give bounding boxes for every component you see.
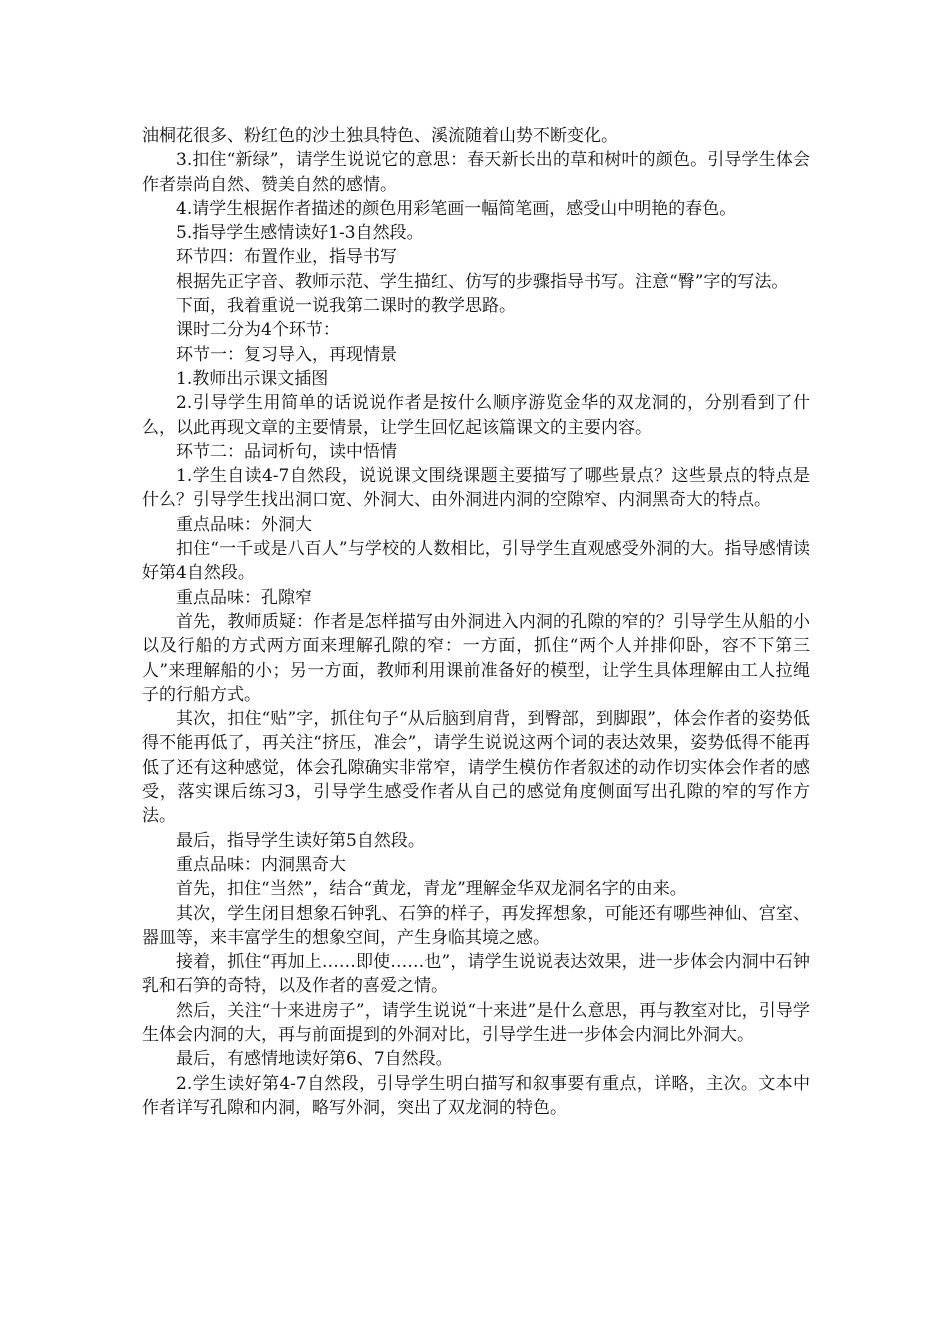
paragraph-step-5: 5.指导学生感情读好1-3自然段。	[176, 223, 424, 244]
paragraph-summary: 2.学生读好第4-7自然段，引导学生明白描写和叙事要有重点，详略，主次。文本中作者详写孔隙和内洞，略写外洞，突出了双龙洞的特色。	[142, 1073, 810, 1118]
paragraph-inner-then: 然后，关注“十来进房子”，请学生说说“十来进”是什么意思，再与教室对比，引导学生体会内洞的大，再与前面提到的外洞对比，引导学生进一步体会内洞比外洞大。	[142, 1000, 810, 1045]
paragraph-gap-last: 最后，指导学生读好第5自然段。	[176, 830, 425, 851]
paragraph-writing-guide: 根据先正字音、教师示范、学生描红、仿写的步骤指导书写。注意“臀”字的写法。	[176, 271, 789, 292]
paragraph-inner-first: 首先，扣住“当然”，结合“黄龙，青龙”理解金华双龙洞名字的由来。	[176, 879, 687, 900]
paragraph-inner-second: 其次，学生闭目想象石钟乳、石笋的样子，再发挥想象，可能还有哪些神仙、宫室、器皿等，来丰富学生的想象空间，产生身临其境之感。	[142, 903, 810, 948]
paragraph-intro-lesson-2: 下面，我着重说一说我第二课时的教学思路。	[176, 296, 516, 317]
paragraph-step-4: 4.请学生根据作者描述的颜色用彩笔画一幅简笔画，感受山中明艳的春色。	[176, 198, 737, 219]
focus-heading-outer-cave: 重点品味：外洞大	[176, 514, 312, 535]
document-body	[142, 124, 810, 1120]
paragraph-continuation: 油桐花很多、粉红色的沙土独具特色、溪流随着山势不断变化。	[142, 126, 618, 146]
section-heading-2: 环节二：品词析句，读中悟情	[176, 441, 397, 462]
section-heading-1: 环节一：复习导入，再现情景	[176, 344, 397, 365]
paragraph-gap-first: 首先，教师质疑：作者是怎样描写由外洞进入内洞的孔隙的窄的？引导学生从船的小以及行船的方式两方面来理解孔隙的窄：一方面，抓住“两个人并排仰卧，容不下第三人”来理解船的小；另一方面，教师利用课前准备好的模型，让学生具体理解由工人拉绳子的行船方式。	[142, 611, 810, 705]
paragraph-outer-cave: 扣住“一千或是八百人”与学校的人数相比，引导学生直观感受外洞的大。指导感情读好第4自然段。	[142, 539, 810, 584]
section-heading-4: 环节四：布置作业，指导书写	[176, 247, 397, 268]
paragraph-self-reading: 1.学生自读4-7自然段，说说课文围绕课题主要描写了哪些景点？这些景点的特点是什么？引导学生找出洞口宽、外洞大、由外洞进内洞的空隙窄、内洞黑奇大的特点。	[142, 466, 810, 511]
paragraph-gap-second: 其次，扣住“贴”字，抓住句子“从后脑到肩背，到臀部，到脚跟”，体会作者的姿势低得不能再低了，再关注“挤压，准会”，请学生说说这两个词的表达效果，姿势低得不能再低了还有这种感觉，体会孔隙确实非常窄，请学生模仿作者叙述的动作切实体会作者的感受，落实课后练习3，引导学生感受作者从自己的感觉角度侧面写出孔隙的窄的写作方法。	[142, 709, 810, 827]
paragraph-inner-next: 接着，抓住“再加上……即使……也”，请学生说说表达效果，进一步体会内洞中石钟乳和石笋的奇特，以及作者的喜爱之情。	[142, 952, 810, 997]
focus-heading-gap: 重点品味：孔隙窄	[176, 587, 312, 608]
paragraph-lesson-2-overview: 课时二分为4个环节：	[176, 320, 340, 341]
focus-heading-inner-cave: 重点品味：内洞黑奇大	[176, 854, 346, 875]
paragraph-item-2: 2.引导学生用简单的话说说作者是按什么顺序游览金华的双龙洞的，分别看到了什么，以此再现文章的主要情景，让学生回忆起该篇课文的主要内容。	[142, 393, 810, 438]
paragraph-inner-last: 最后，有感情地读好第6、7自然段。	[176, 1049, 453, 1070]
paragraph-step-3: 3.扣住“新绿”，请学生说说它的意思：春天新长出的草和树叶的颜色。引导学生体会作者崇尚自然、赞美自然的感情。	[142, 150, 810, 195]
paragraph-item-1: 1.教师出示课文插图	[176, 368, 329, 389]
